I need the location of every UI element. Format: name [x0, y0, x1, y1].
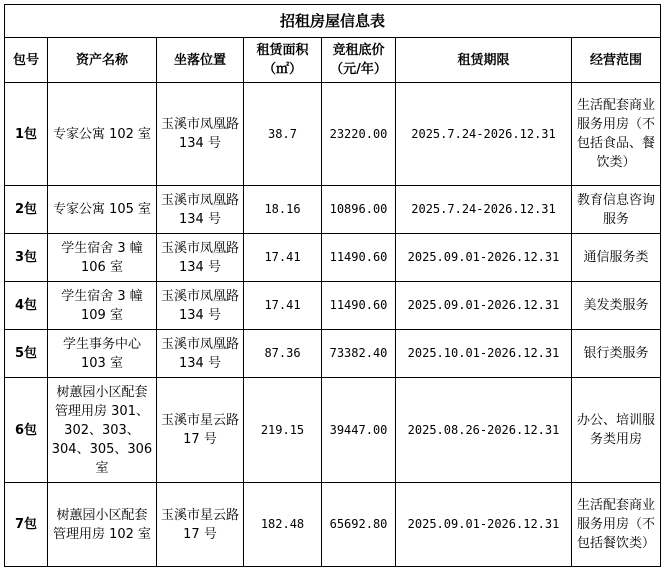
table-row [5, 483, 661, 567]
header-asset-name: 资产名称 [48, 38, 157, 83]
location-cell: 玉溪市星云路 17 号 [157, 378, 244, 483]
header-base-price: 竞租底价（元/年） [322, 38, 396, 83]
term-cell: 2025.7.24-2026.12.31 [396, 186, 572, 234]
area-cell: 219.15 [244, 378, 322, 483]
area-cell: 17.41 [244, 234, 322, 282]
scope-cell: 生活配套商业服务用房（不包括餐饮类） [572, 483, 661, 567]
location-cell: 玉溪市凤凰路 134 号 [157, 330, 244, 378]
price-cell: 23220.00 [322, 83, 396, 186]
term-cell: 2025.10.01-2026.12.31 [396, 330, 572, 378]
term-cell: 2025.09.01-2026.12.31 [396, 282, 572, 330]
scope-cell: 教育信息咨询服务 [572, 186, 661, 234]
area-cell: 17.41 [244, 282, 322, 330]
table-row [5, 282, 661, 330]
area-cell: 18.16 [244, 186, 322, 234]
term-cell: 2025.08.26-2026.12.31 [396, 378, 572, 483]
location-cell: 玉溪市凤凰路 134 号 [157, 282, 244, 330]
table-row [5, 330, 661, 378]
header-area: 租赁面积（㎡） [244, 38, 322, 83]
asset-cell: 树蕙园小区配套管理用房 301、302、303、304、305、306 室 [48, 378, 157, 483]
price-cell: 11490.60 [322, 282, 396, 330]
location-cell: 玉溪市星云路 17 号 [157, 483, 244, 567]
package-cell: 5包 [5, 330, 48, 378]
asset-cell: 学生宿舍 3 幢 109 室 [48, 282, 157, 330]
price-cell: 39447.00 [322, 378, 396, 483]
term-cell: 2025.09.01-2026.12.31 [396, 234, 572, 282]
table-row [5, 83, 661, 186]
scope-cell: 通信服务类 [572, 234, 661, 282]
package-cell: 4包 [5, 282, 48, 330]
package-cell: 2包 [5, 186, 48, 234]
scope-cell: 办公、培训服务类用房 [572, 378, 661, 483]
location-cell: 玉溪市凤凰路 134 号 [157, 186, 244, 234]
scope-cell: 生活配套商业服务用房（不包括食品、餐饮类） [572, 83, 661, 186]
package-cell: 6包 [5, 378, 48, 483]
header-location: 坐落位置 [157, 38, 244, 83]
package-cell: 7包 [5, 483, 48, 567]
area-cell: 38.7 [244, 83, 322, 186]
price-cell: 65692.80 [322, 483, 396, 567]
location-cell: 玉溪市凤凰路 134 号 [157, 83, 244, 186]
asset-cell: 树蕙园小区配套管理用房 102 室 [48, 483, 157, 567]
asset-cell: 专家公寓 102 室 [48, 83, 157, 186]
table-row [5, 378, 661, 483]
location-cell: 玉溪市凤凰路 134 号 [157, 234, 244, 282]
package-cell: 3包 [5, 234, 48, 282]
price-cell: 73382.40 [322, 330, 396, 378]
area-cell: 182.48 [244, 483, 322, 567]
scope-cell: 银行类服务 [572, 330, 661, 378]
asset-cell: 学生事务中心 103 室 [48, 330, 157, 378]
area-cell: 87.36 [244, 330, 322, 378]
asset-cell: 学生宿舍 3 幢 106 室 [48, 234, 157, 282]
package-cell: 1包 [5, 83, 48, 186]
term-cell: 2025.7.24-2026.12.31 [396, 83, 572, 186]
price-cell: 11490.60 [322, 234, 396, 282]
term-cell: 2025.09.01-2026.12.31 [396, 483, 572, 567]
header-lease-term: 租赁期限 [396, 38, 572, 83]
table-title: 招租房屋信息表 [5, 5, 661, 38]
scope-cell: 美发类服务 [572, 282, 661, 330]
table-row [5, 234, 661, 282]
price-cell: 10896.00 [322, 186, 396, 234]
asset-cell: 专家公寓 105 室 [48, 186, 157, 234]
header-package: 包号 [5, 38, 48, 83]
table-row [5, 186, 661, 234]
rental-info-table [4, 4, 661, 567]
header-business-scope: 经营范围 [572, 38, 661, 83]
